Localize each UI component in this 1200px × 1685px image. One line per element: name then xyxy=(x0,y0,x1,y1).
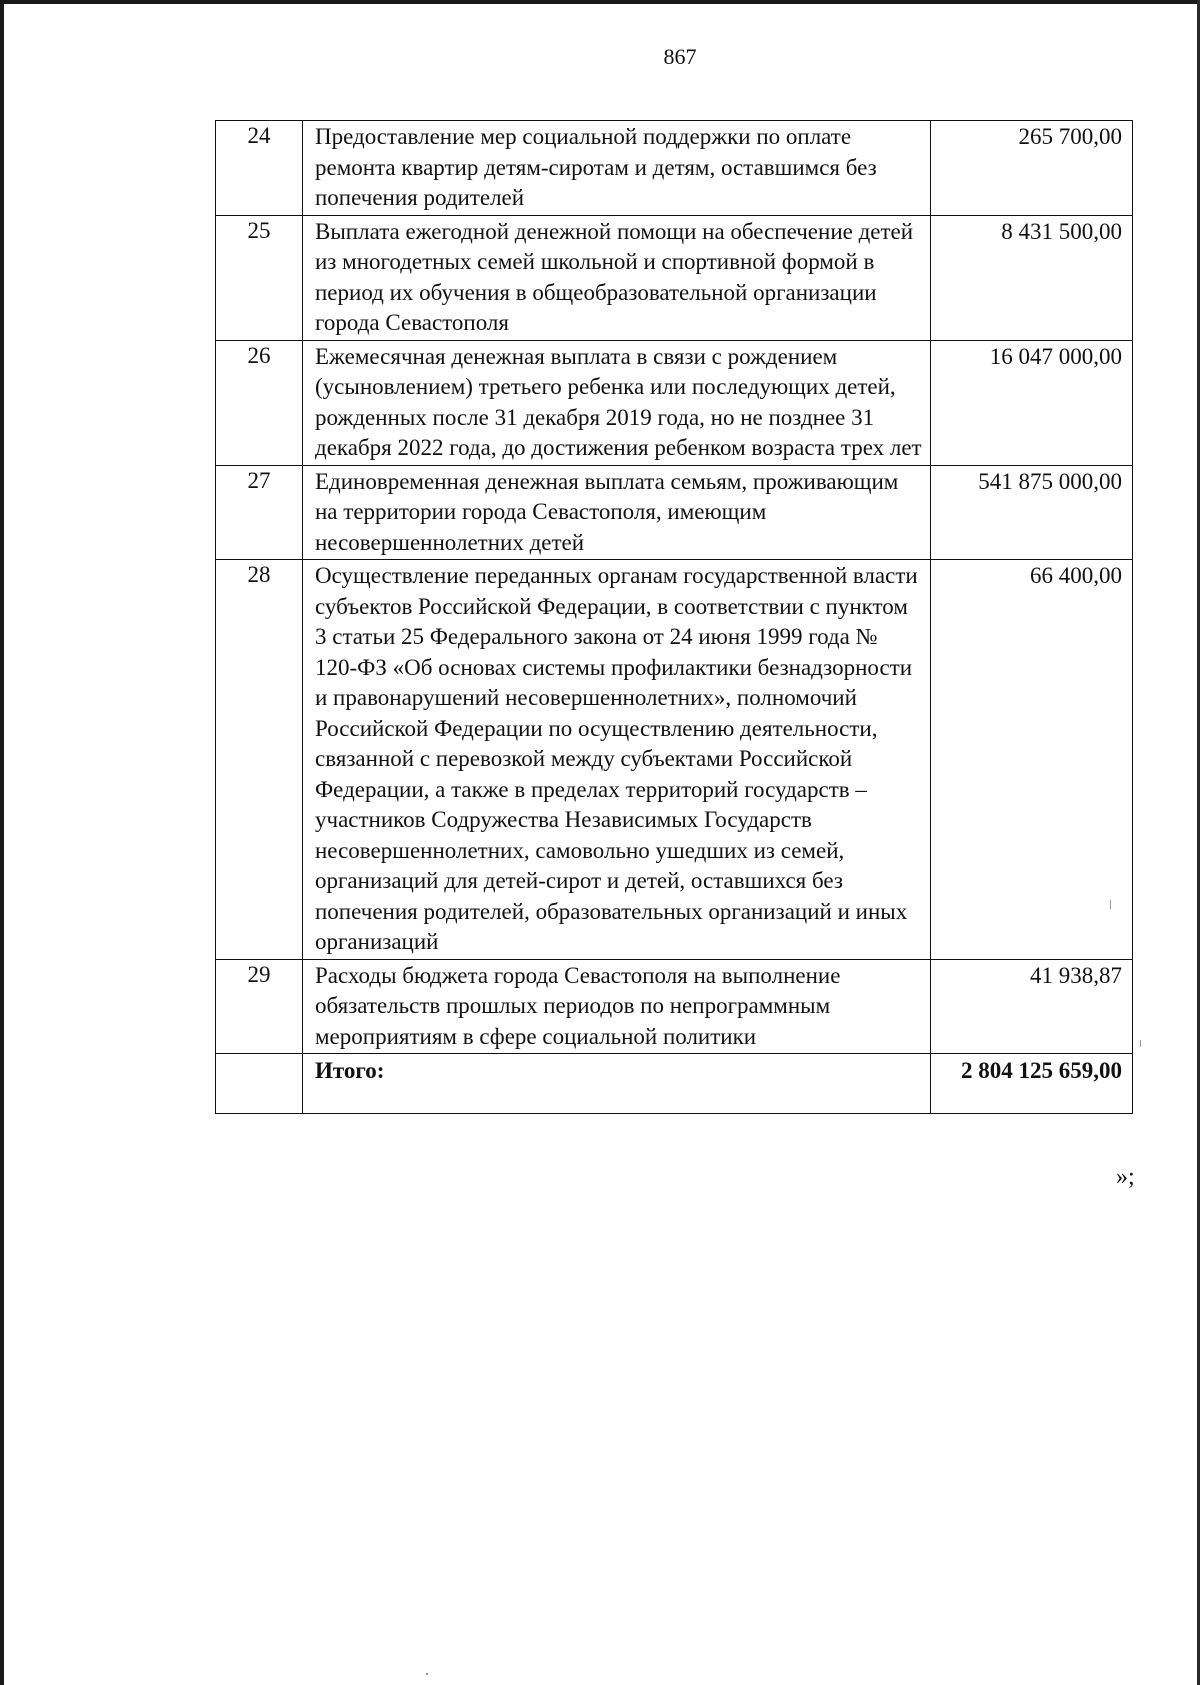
row-description: Единовременная денежная выплата семьям, проживающим на территории города Севастополя, имеющим несовершеннолетних детей xyxy=(303,465,931,560)
row-description: Ежемесячная денежная выплата в связи с рождением (усыновлением) третьего ребенка или последующих детей, рожденных после 31 декабря 2019 года, но не позднее 31 декабря 2022 года, до достижения ребенком возраста трех лет xyxy=(303,340,931,465)
row-amount: 41 938,87 xyxy=(931,959,1133,1054)
page-number xyxy=(0,44,1200,70)
row-number: 27 xyxy=(216,465,303,560)
row-amount: 16 047 000,00 xyxy=(931,340,1133,465)
closing-quote-mark: »; xyxy=(1116,1164,1135,1190)
row-number: 28 xyxy=(216,560,303,960)
row-number: 26 xyxy=(216,340,303,465)
table-row xyxy=(216,340,1133,465)
total-row xyxy=(216,1054,1133,1114)
row-amount: 66 400,00 xyxy=(931,560,1133,960)
row-description: Выплата ежегодной денежной помощи на обеспечение детей из многодетных семей школьной и спортивной формой в период их обучения в общеобразовательной организации города Севастополя xyxy=(303,215,931,340)
row-amount: 541 875 000,00 xyxy=(931,465,1133,560)
row-number: 29 xyxy=(216,959,303,1054)
row-description: Предоставление мер социальной поддержки по оплате ремонта квартир детям-сиротам и детям, оставшимся без попечения родителей xyxy=(303,121,931,216)
row-amount: 265 700,00 xyxy=(931,121,1133,216)
row-description: Расходы бюджета города Севастополя на выполнение обязательств прошлых периодов по непрограммным мероприятиям в сфере социальной политики xyxy=(303,959,931,1054)
scan-speck xyxy=(1110,900,1111,909)
budget-table xyxy=(215,120,1133,1114)
row-description: Осуществление переданных органам государственной власти субъектов Российской Федерации, в соответствии с пунктом 3 статьи 25 Федерального закона от 24 июня 1999 года № 120-ФЗ «Об основах системы профилактики безнадзорности и правонарушений несовершеннолетних», полномочий Российской Федерации по осуществлению деятельности, связанной с перевозкой между субъектами Российской Федерации, а также в пределах территорий государств – участников Содружества Независимых Государств несовершеннолетних, самовольно ушедших из семей, организаций для детей-сирот и детей, оставшихся без попечения родителей, образовательных организаций и иных организаций xyxy=(303,560,931,960)
table-row xyxy=(216,560,1133,960)
row-number: 24 xyxy=(216,121,303,216)
scan-edge-top xyxy=(0,0,1200,4)
total-label: Итого: xyxy=(303,1054,931,1114)
row-amount: 8 431 500,00 xyxy=(931,215,1133,340)
row-number: 25 xyxy=(216,215,303,340)
scan-speck xyxy=(426,1673,428,1675)
page-number-text: 867 xyxy=(663,44,697,69)
table-row xyxy=(216,121,1133,216)
table-row xyxy=(216,465,1133,560)
table-row xyxy=(216,959,1133,1054)
table-row xyxy=(216,215,1133,340)
scan-edge-left xyxy=(0,0,4,1685)
total-amount: 2 804 125 659,00 xyxy=(931,1054,1133,1114)
total-number xyxy=(216,1054,303,1114)
scan-speck xyxy=(1140,1040,1141,1047)
